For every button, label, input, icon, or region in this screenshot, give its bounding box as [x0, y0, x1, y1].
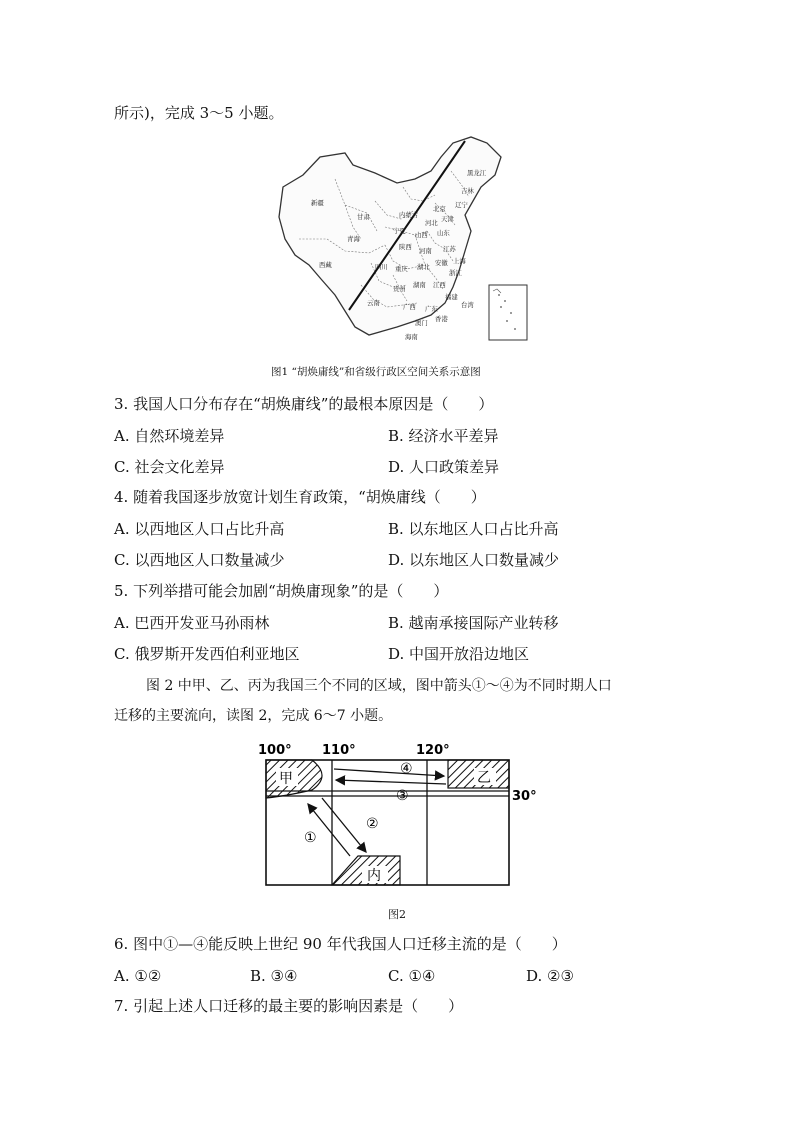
- region-jia-label: 甲: [279, 771, 293, 787]
- lat-30-label: 30°: [512, 789, 537, 804]
- label-liaoning: 辽宁: [455, 201, 468, 209]
- q5-option-c: C. 俄罗斯开发西伯利亚地区: [114, 645, 300, 663]
- label-shandong: 山东: [437, 229, 450, 237]
- label-taiwan: 台湾: [461, 301, 474, 309]
- label-shanxi: 山西: [415, 231, 428, 239]
- q3-stem: 3. 我国人口分布存在“胡焕庸线”的最根本原因是（ ）: [114, 395, 494, 413]
- label-anhui: 安徽: [435, 259, 448, 267]
- arrow-1-label: ①: [304, 830, 317, 846]
- label-jiangsu: 江苏: [443, 245, 456, 253]
- arrow-2: [322, 798, 366, 852]
- label-fujian: 福建: [445, 293, 458, 301]
- label-zhejiang: 浙江: [449, 269, 462, 277]
- label-guangxi: 广西: [403, 303, 416, 311]
- label-hebei: 河北: [425, 219, 438, 227]
- label-jiangxi: 江西: [433, 281, 446, 289]
- figure2-caption: 图2: [388, 908, 406, 921]
- q6-option-c: C. ①④: [388, 967, 436, 985]
- q4-option-b: B. 以东地区人口占比升高: [388, 520, 559, 538]
- figure1-map: [275, 135, 535, 350]
- label-neimenggu: 内蒙古: [399, 211, 419, 219]
- intro2-line2: 迁移的主要流向，读图 2，完成 6～7 小题。: [114, 708, 393, 724]
- label-hainan: 海南: [405, 333, 418, 341]
- label-yunnan: 云南: [367, 299, 380, 307]
- q3-option-b: B. 经济水平差异: [388, 427, 499, 445]
- q3-option-d: D. 人口政策差异: [388, 458, 500, 476]
- label-beijing: 北京: [433, 205, 446, 213]
- figure2-diagram: [250, 738, 550, 893]
- region-bing-label: 内: [367, 868, 381, 884]
- label-qinghai: 青海: [347, 235, 360, 243]
- arrow-4-label: ④: [400, 761, 413, 777]
- q6-option-a: A. ①②: [114, 967, 162, 985]
- label-xizang: 西藏: [319, 261, 332, 269]
- label-jilin: 吉林: [461, 187, 474, 195]
- label-xianggang: 香港: [435, 315, 448, 323]
- label-guangdong: 广东: [425, 305, 438, 313]
- q4-option-a: A. 以西地区人口占比升高: [114, 520, 285, 538]
- q4-stem: 4. 随着我国逐步放宽计划生育政策，“胡焕庸线（ ）: [114, 488, 486, 506]
- arrow-3: [336, 780, 446, 784]
- label-sichuan: 四川: [375, 263, 388, 271]
- lon-110-label: 110°: [322, 743, 356, 758]
- q3-option-c: C. 社会文化差异: [114, 458, 225, 476]
- q3-option-a: A. 自然环境差异: [114, 427, 225, 445]
- label-hubei: 湖北: [417, 263, 430, 271]
- arrow-3-label: ③: [396, 788, 409, 804]
- south-china-sea-inset: [489, 285, 527, 340]
- intro-tail: 所示)，完成 3～5 小题。: [114, 104, 284, 122]
- label-tianjin: 天津: [441, 215, 454, 223]
- q5-option-d: D. 中国开放沿边地区: [388, 645, 530, 663]
- q6-option-d: D. ②③: [526, 967, 574, 985]
- label-xinjiang: 新疆: [311, 199, 324, 207]
- q7-stem: 7. 引起上述人口迁移的最主要的影响因素是（ ）: [114, 997, 464, 1015]
- q4-option-c: C. 以西地区人口数量减少: [114, 551, 285, 569]
- q4-option-d: D. 以东地区人口数量减少: [388, 551, 560, 569]
- label-hunan: 湖南: [413, 281, 426, 289]
- label-henan: 河南: [419, 247, 432, 255]
- intro2-line1: 图 2 中甲、乙、丙为我国三个不同的区域，图中箭头①～④为不同时期人口: [146, 678, 612, 694]
- q5-stem: 5. 下列举措可能会加剧“胡焕庸现象”的是（ ）: [114, 582, 449, 600]
- label-shaanxi: 陕西: [399, 243, 412, 251]
- q5-option-a: A. 巴西开发亚马孙雨林: [114, 614, 270, 632]
- q5-option-b: B. 越南承接国际产业转移: [388, 614, 559, 632]
- label-gansu: 甘肃: [357, 213, 370, 221]
- lon-120-label: 120°: [416, 743, 450, 758]
- label-guizhou: 贵州: [393, 285, 406, 293]
- q6-option-b: B. ③④: [250, 967, 298, 985]
- label-chongqing: 重庆: [395, 265, 408, 273]
- label-shanghai: 上海: [453, 257, 466, 265]
- q6-stem: 6. 图中①—④能反映上世纪 90 年代我国人口迁移主流的是（ ）: [114, 935, 567, 953]
- label-heilongjiang: 黑龙江: [467, 169, 487, 177]
- arrow-2-label: ②: [366, 816, 379, 832]
- label-ningxia: 宁夏: [393, 227, 406, 235]
- lon-100-label: 100°: [258, 743, 292, 758]
- figure1-caption: 图1 “胡焕庸线”和省级行政区空间关系示意图: [271, 366, 481, 378]
- label-aomen: 澳门: [415, 319, 428, 327]
- region-yi-label: 乙: [477, 770, 491, 786]
